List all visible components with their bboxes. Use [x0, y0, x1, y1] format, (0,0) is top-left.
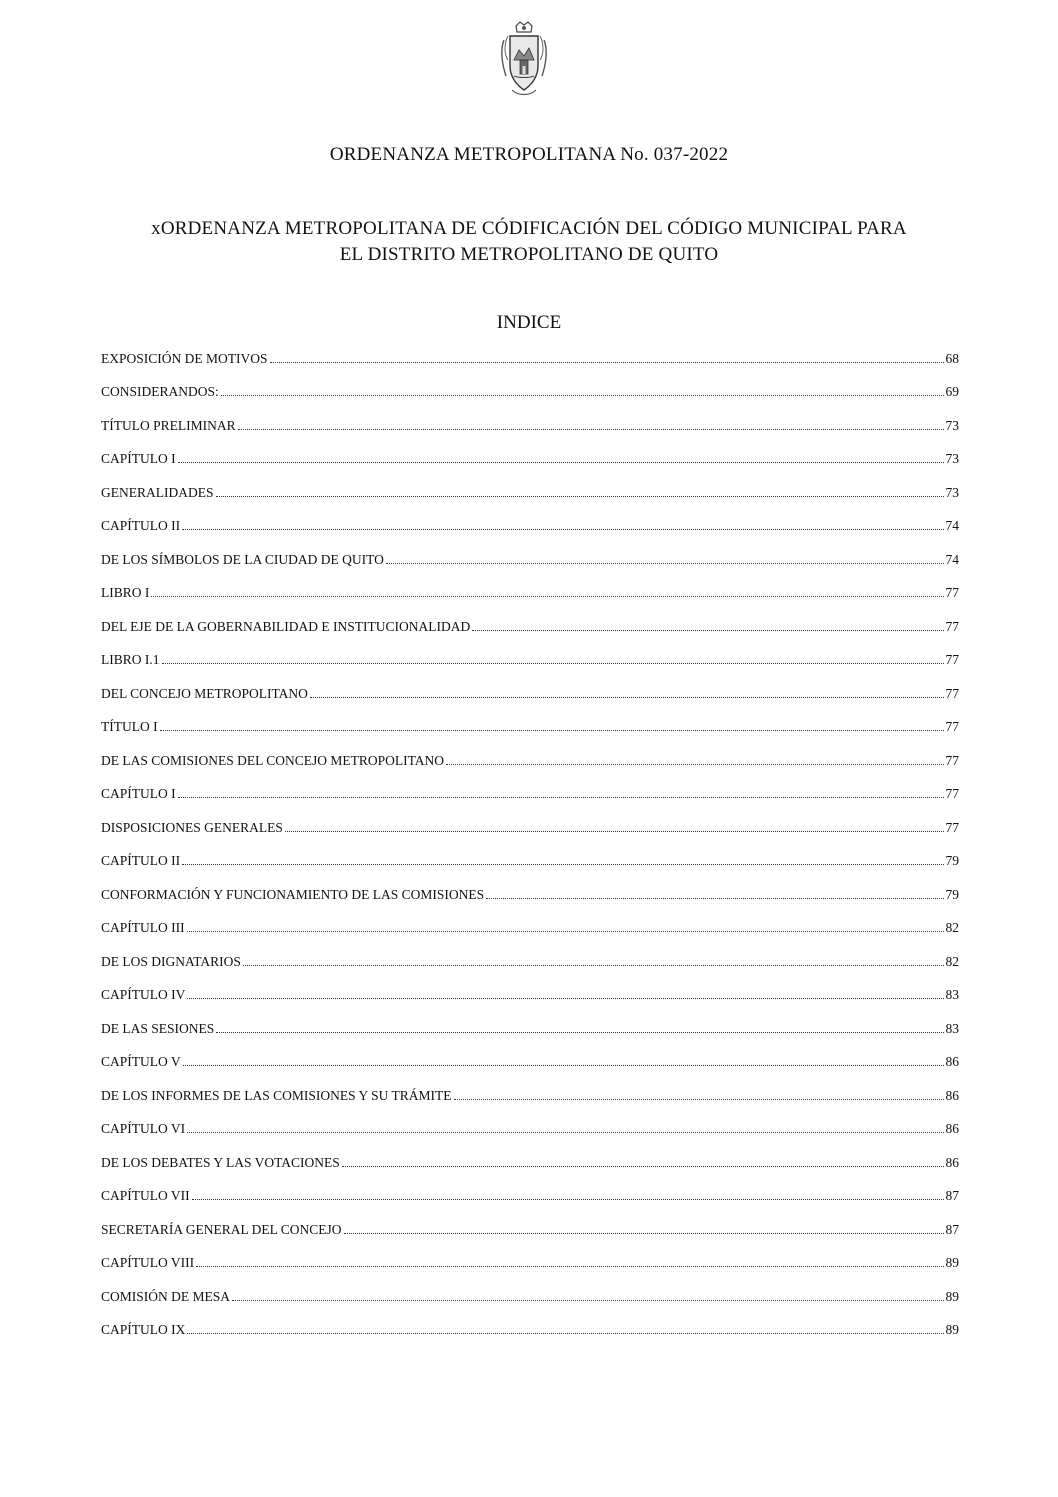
toc-dot-leader: [196, 1265, 943, 1267]
toc-entry-label: EXPOSICIÓN DE MOTIVOS: [101, 350, 268, 366]
toc-entry[interactable]: [101, 776, 959, 810]
toc-entry-page-number: 82: [945, 953, 959, 969]
toc-dot-leader: [182, 863, 943, 865]
toc-entry-page-number: 77: [945, 618, 959, 634]
toc-entry[interactable]: [101, 474, 959, 508]
toc-entry-page-number: 77: [945, 719, 959, 734]
municipal-coat-of-arms-icon: [498, 20, 550, 98]
toc-entry-label: DE LAS COMISIONES DEL CONCEJO METROPOLITANO: [101, 752, 445, 768]
toc-entry-label: DE LAS SESIONES: [101, 1020, 215, 1036]
toc-entry[interactable]: [101, 1245, 959, 1279]
toc-dot-leader: [187, 930, 944, 932]
toc-dot-leader: [243, 964, 944, 966]
toc-dot-leader: [187, 1131, 943, 1133]
toc-dot-leader: [270, 361, 944, 363]
toc-entry-label: COMISIÓN DE MESA: [101, 1288, 231, 1304]
toc-entry-label: CAPÍTULO IX: [101, 1322, 186, 1337]
toc-entry-label: CAPÍTULO VI: [101, 1121, 186, 1136]
toc-entry[interactable]: [101, 1178, 959, 1212]
toc-entry[interactable]: [101, 441, 959, 475]
toc-entry-label: CAPÍTULO V: [101, 1054, 181, 1069]
toc-entry-label: TÍTULO I: [101, 719, 158, 734]
toc-entry-label: DE LOS DIGNATARIOS: [101, 953, 241, 969]
toc-entry[interactable]: [101, 1144, 959, 1178]
toc-entry[interactable]: [101, 575, 959, 609]
toc-entry[interactable]: [101, 1044, 959, 1078]
toc-entry-label: DE LOS DEBATES Y LAS VOTACIONES: [101, 1154, 340, 1170]
toc-entry-page-number: 87: [945, 1221, 959, 1237]
toc-dot-leader: [160, 729, 944, 731]
document-title-line-1: xORDENANZA METROPOLITANA DE CÓDIFICACIÓN DEL CÓDIGO MUNICIPAL PARA: [151, 218, 907, 239]
toc-entry-page-number: 79: [945, 853, 959, 868]
toc-entry-page-number: 69: [945, 384, 959, 399]
toc-entry-label: CAPÍTULO II: [101, 853, 181, 868]
toc-entry[interactable]: [101, 910, 959, 944]
toc-entry-page-number: 86: [945, 1054, 959, 1069]
toc-dot-leader: [446, 763, 943, 765]
toc-entry-page-number: 89: [945, 1322, 959, 1337]
toc-entry-page-number: 77: [945, 819, 959, 835]
toc-entry-page-number: 86: [945, 1121, 959, 1136]
document-number: ORDENANZA METROPOLITANA No. 037-2022: [329, 144, 729, 165]
toc-entry-label: DEL EJE DE LA GOBERNABILIDAD E INSTITUCIONALIDAD: [101, 618, 471, 634]
toc-entry-page-number: 73: [945, 484, 959, 500]
toc-entry-label: GENERALIDADES: [101, 484, 214, 500]
toc-dot-leader: [216, 495, 944, 497]
toc-entry-page-number: 83: [945, 987, 959, 1002]
toc-entry-page-number: 87: [945, 1188, 959, 1203]
toc-entry-label: SECRETARÍA GENERAL DEL CONCEJO: [101, 1221, 342, 1237]
toc-entry[interactable]: [101, 608, 959, 642]
toc-entry-page-number: 77: [945, 585, 959, 600]
toc-entry-label: CONSIDERANDOS:: [101, 384, 219, 399]
toc-entry[interactable]: [101, 843, 959, 877]
toc-dot-leader: [162, 662, 944, 664]
toc-entry[interactable]: [101, 943, 959, 977]
toc-entry-label: CAPÍTULO IV: [101, 987, 186, 1002]
toc-dot-leader: [187, 1332, 943, 1334]
toc-dot-leader: [178, 461, 944, 463]
toc-entry-page-number: 77: [945, 652, 959, 667]
toc-dot-leader: [342, 1165, 944, 1167]
toc-entry-label: DISPOSICIONES GENERALES: [101, 819, 283, 835]
toc-dot-leader: [285, 830, 944, 832]
toc-dot-leader: [486, 897, 943, 899]
toc-dot-leader: [386, 562, 944, 564]
toc-entry[interactable]: [101, 541, 959, 575]
toc-entry-label: CAPÍTULO VIII: [101, 1255, 195, 1270]
toc-entry[interactable]: [101, 407, 959, 441]
toc-entry-page-number: 82: [945, 920, 959, 935]
toc-dot-leader: [187, 997, 943, 999]
toc-dot-leader: [151, 595, 943, 597]
toc-entry-page-number: 86: [945, 1154, 959, 1170]
toc-entry[interactable]: [101, 1312, 959, 1346]
document-title-line-2: EL DISTRITO METROPOLITANO DE QUITO: [339, 244, 719, 265]
toc-entry-label: LIBRO I: [101, 585, 150, 600]
toc-entry[interactable]: [101, 340, 959, 374]
toc-entry-label: DEL CONCEJO METROPOLITANO: [101, 685, 308, 701]
toc-entry[interactable]: [101, 709, 959, 743]
toc-dot-leader: [178, 796, 944, 798]
toc-dot-leader: [221, 394, 944, 396]
toc-entry-page-number: 79: [945, 886, 959, 902]
toc-entry-label: CAPÍTULO I: [101, 451, 176, 466]
toc-dot-leader: [192, 1198, 944, 1200]
toc-entry[interactable]: [101, 742, 959, 776]
toc-entry-page-number: 89: [945, 1288, 959, 1304]
toc-heading: INDICE: [496, 312, 562, 333]
toc-entry-page-number: 89: [945, 1255, 959, 1270]
toc-entry-page-number: 68: [945, 350, 959, 366]
toc-dot-leader: [310, 696, 944, 698]
toc-entry[interactable]: [101, 1278, 959, 1312]
toc-dot-leader: [238, 428, 944, 430]
document-title: [80, 216, 978, 268]
toc-entry-label: CAPÍTULO II: [101, 518, 181, 533]
toc-entry-label: CAPÍTULO III: [101, 920, 185, 935]
toc-entry-page-number: 73: [945, 451, 959, 466]
toc-entry[interactable]: [101, 1010, 959, 1044]
toc-entry-page-number: 77: [945, 752, 959, 768]
toc-entry-page-number: 73: [945, 417, 959, 433]
toc-entry-label: CONFORMACIÓN Y FUNCIONAMIENTO DE LAS COMISIONES: [101, 886, 485, 902]
toc-entry-label: CAPÍTULO I: [101, 786, 176, 801]
toc-entry-page-number: 74: [945, 518, 959, 533]
toc-entry-page-number: 77: [945, 786, 959, 801]
toc-entry[interactable]: [101, 1077, 959, 1111]
toc-entry[interactable]: [101, 675, 959, 709]
toc-dot-leader: [182, 528, 943, 530]
toc-entry-page-number: 83: [945, 1020, 959, 1036]
toc-dot-leader: [344, 1232, 944, 1234]
toc-entry-label: DE LOS INFORMES DE LAS COMISIONES Y SU TRÁMITE: [101, 1087, 452, 1103]
toc-entry-page-number: 86: [945, 1087, 959, 1103]
toc-entry-label: CAPÍTULO VII: [101, 1188, 190, 1203]
toc-entry[interactable]: [101, 977, 959, 1011]
toc-dot-leader: [216, 1031, 943, 1033]
toc-entry[interactable]: [101, 1211, 959, 1245]
toc-entry[interactable]: [101, 1111, 959, 1145]
toc-entry-label: DE LOS SÍMBOLOS DE LA CIUDAD DE QUITO: [101, 551, 384, 567]
table-of-contents: [101, 340, 959, 1345]
toc-dot-leader: [472, 629, 943, 631]
toc-entry[interactable]: [101, 374, 959, 408]
toc-entry-page-number: 77: [945, 685, 959, 701]
toc-dot-leader: [232, 1299, 943, 1301]
toc-entry-page-number: 74: [945, 551, 959, 567]
toc-dot-leader: [454, 1098, 944, 1100]
toc-entry[interactable]: [101, 642, 959, 676]
toc-entry-label: LIBRO I.1: [101, 652, 160, 667]
toc-entry[interactable]: [101, 809, 959, 843]
toc-entry[interactable]: [101, 508, 959, 542]
toc-entry-label: TÍTULO PRELIMINAR: [101, 417, 236, 433]
toc-dot-leader: [183, 1064, 944, 1066]
toc-entry[interactable]: [101, 876, 959, 910]
